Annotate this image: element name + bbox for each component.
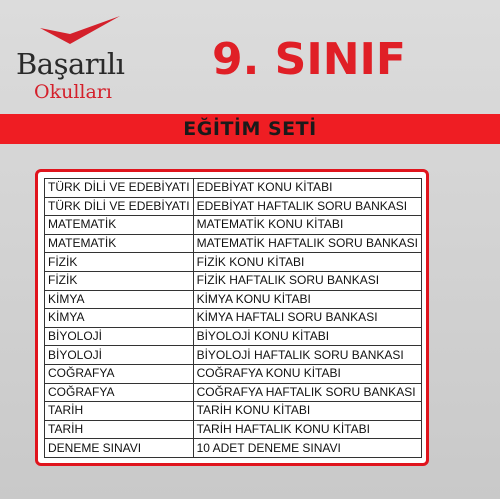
book-cell: FİZİK HAFTALIK SORU BANKASI	[193, 271, 421, 290]
table-row	[45, 234, 422, 253]
table-row	[45, 253, 422, 272]
subject-cell: TÜRK DİLİ VE EDEBİYATI	[45, 179, 194, 198]
subject-cell: BİYOLOJİ	[45, 327, 194, 346]
table-row	[45, 364, 422, 383]
book-table-frame	[35, 169, 429, 466]
logo-brand: Başarılı	[16, 47, 125, 81]
book-cell: MATEMATİK KONU KİTABI	[193, 216, 421, 235]
table-row	[45, 383, 422, 402]
book-cell: MATEMATİK HAFTALIK SORU BANKASI	[193, 234, 421, 253]
subject-cell: COĞRAFYA	[45, 383, 194, 402]
table-row	[45, 216, 422, 235]
subject-cell: TARİH	[45, 420, 194, 439]
book-cell: EDEBİYAT HAFTALIK SORU BANKASI	[193, 197, 421, 216]
book-cell: TARİH KONU KİTABI	[193, 402, 421, 421]
checkmark-icon	[36, 14, 122, 48]
grade-title: 9. SINIF	[212, 34, 406, 85]
table-row	[45, 197, 422, 216]
table-row	[45, 179, 422, 198]
table-row	[45, 327, 422, 346]
table-row	[45, 346, 422, 365]
book-cell: TARİH HAFTALIK KONU KİTABI	[193, 420, 421, 439]
subject-cell: TÜRK DİLİ VE EDEBİYATI	[45, 197, 194, 216]
table-row	[45, 402, 422, 421]
banner-title: EĞİTİM SETİ	[183, 118, 317, 140]
subject-cell: MATEMATİK	[45, 216, 194, 235]
subject-cell: TARİH	[45, 402, 194, 421]
subject-cell: COĞRAFYA	[45, 364, 194, 383]
book-cell: BİYOLOJİ HAFTALIK SORU BANKASI	[193, 346, 421, 365]
subject-cell: MATEMATİK	[45, 234, 194, 253]
subject-cell: BİYOLOJİ	[45, 346, 194, 365]
book-cell: KİMYA HAFTALI SORU BANKASI	[193, 309, 421, 328]
table-row	[45, 309, 422, 328]
banner	[0, 114, 500, 144]
subject-cell: FİZİK	[45, 253, 194, 272]
table-row	[45, 420, 422, 439]
subject-cell: DENEME SINAVI	[45, 439, 194, 458]
logo-subtitle: Okulları	[34, 81, 112, 103]
table-row	[45, 439, 422, 458]
book-cell: COĞRAFYA HAFTALIK SORU BANKASI	[193, 383, 421, 402]
book-cell: BİYOLOJİ KONU KİTABI	[193, 327, 421, 346]
subject-cell: KİMYA	[45, 309, 194, 328]
book-cell: 10 ADET DENEME SINAVI	[193, 439, 421, 458]
book-table	[44, 178, 422, 458]
table-row	[45, 290, 422, 309]
book-cell: COĞRAFYA KONU KİTABI	[193, 364, 421, 383]
book-cell: KİMYA KONU KİTABI	[193, 290, 421, 309]
subject-cell: KİMYA	[45, 290, 194, 309]
subject-cell: FİZİK	[45, 271, 194, 290]
book-cell: EDEBİYAT KONU KİTABI	[193, 179, 421, 198]
logo	[14, 14, 134, 104]
table-row	[45, 271, 422, 290]
book-cell: FİZİK KONU KİTABI	[193, 253, 421, 272]
